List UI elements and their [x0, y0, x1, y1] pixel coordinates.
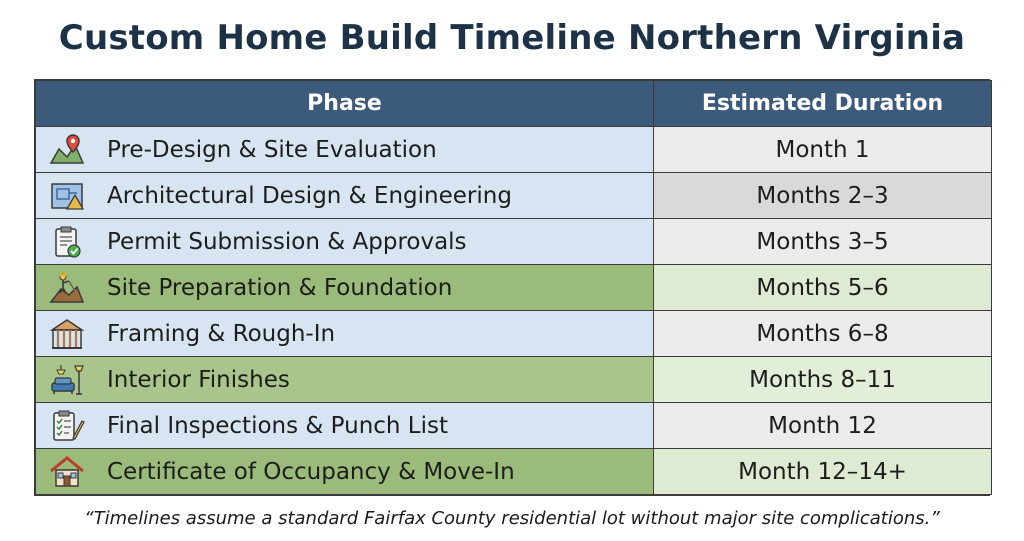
house-icon — [48, 455, 86, 489]
duration-column-header: Estimated Duration — [654, 81, 992, 127]
phase-label: Certificate of Occupancy & Move-In — [107, 458, 515, 485]
table-row — [36, 311, 992, 357]
timeline-table — [34, 79, 990, 496]
phase-label: Permit Submission & Approvals — [107, 228, 467, 255]
duration-value: Months 3–5 — [654, 219, 992, 265]
duration-value: Months 2–3 — [654, 173, 992, 219]
clipboard-check-icon — [48, 225, 86, 259]
checklist-pencil-icon — [48, 409, 86, 443]
page-title: Custom Home Build Timeline Northern Virginia — [58, 18, 966, 58]
excavation-worker-icon — [48, 271, 86, 305]
table-row — [36, 449, 992, 495]
phase-label: Pre-Design & Site Evaluation — [107, 136, 437, 163]
duration-value: Month 12 — [654, 403, 992, 449]
blueprint-icon — [48, 179, 86, 213]
duration-value: Months 8–11 — [654, 357, 992, 403]
map-pin-icon — [48, 133, 86, 167]
phase-label: Site Preparation & Foundation — [107, 274, 453, 301]
footnote: “Timelines assume a standard Fairfax County residential lot without major site complications.” — [84, 508, 940, 529]
house-frame-icon — [48, 317, 86, 351]
phase-label: Architectural Design & Engineering — [107, 182, 512, 209]
table-row — [36, 173, 992, 219]
table-row — [36, 357, 992, 403]
table-row — [36, 265, 992, 311]
duration-value: Months 5–6 — [654, 265, 992, 311]
duration-value: Month 1 — [654, 127, 992, 173]
duration-value: Month 12–14+ — [654, 449, 992, 495]
phase-column-header: Phase — [36, 81, 654, 127]
table-row — [36, 127, 992, 173]
phase-label: Framing & Rough-In — [107, 320, 336, 347]
living-room-icon — [48, 363, 86, 397]
phase-label: Final Inspections & Punch List — [107, 412, 449, 439]
table-header-row — [36, 81, 992, 127]
duration-value: Months 6–8 — [654, 311, 992, 357]
phase-label: Interior Finishes — [107, 366, 290, 393]
table-row — [36, 219, 992, 265]
table-row — [36, 403, 992, 449]
